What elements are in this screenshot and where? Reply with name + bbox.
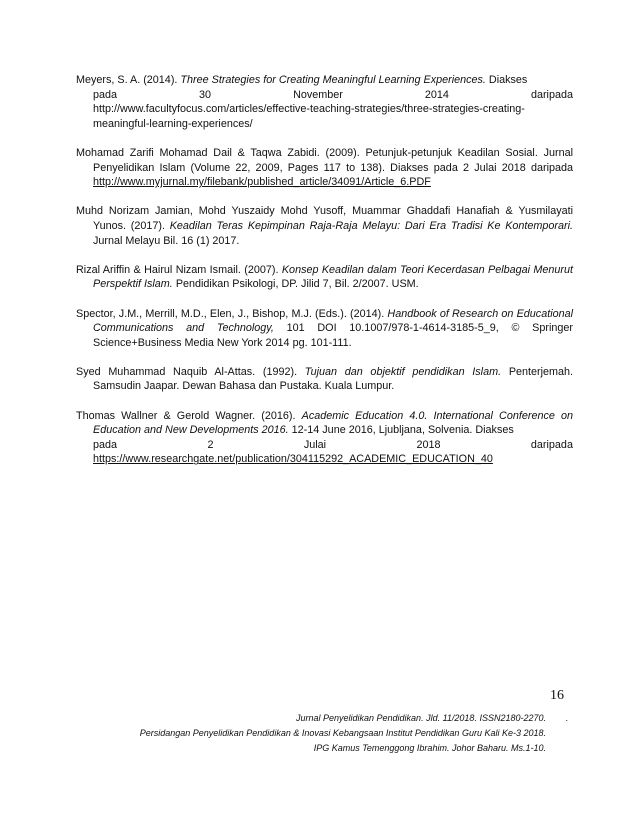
word: pada [93,438,118,451]
reference-text: Mohamad Zarifi Mohamad Dail & Taqwa Zabidi. (2009). Petunjuk-petunjuk Keadilan Sosial. Jurnal Penyelidikan Islam (Volume 22, 2009, Pages 117 to 138). Diakses pada 2 Julai 2018 daripada [76,146,573,174]
word: November [293,88,343,101]
reference-authors: Meyers, S. A. (2014). [76,74,178,86]
reference-details: Jurnal Melayu Bil. 16 (1) 2017. [93,234,240,247]
footer-dot: . [565,713,568,723]
footer-venue-line: IPG Kamus Temenggong Ibrahim. Johor Baharu. Ms.1-10. [313,743,546,753]
word: 2 [207,438,214,451]
reference-list [76,73,573,482]
reference-title: Keadilan Teras Kepimpinan Raja-Raja Melayu: Dari Era Tradisi Ke Kontemporari. [169,219,574,232]
reference-date-line [93,88,573,103]
word: Julai [303,438,327,451]
reference-details: 12-14 June 2016, Ljubljana, Solvenia. Diakses [291,424,514,437]
reference-title: Three Strategies for Creating Meaningful Learning Experiences. [180,74,486,86]
reference-details: Pendidikan Psikologi, DP. Jilid 7, Bil. 2/2007. USM. [175,278,419,291]
reference-date-line [93,438,573,453]
footer [76,711,568,756]
reference-title: Academic Education 4.0. International Conference on Education and New Developments 2016. [93,409,573,437]
reference-link[interactable]: https://www.researchgate.net/publication/304115292_ACADEMIC_EDUCATION_40 [93,453,493,466]
reference-authors: Thomas Wallner & Gerold Wagner. (2016). [76,409,296,422]
reference-item [76,365,573,394]
footer-conference-line: Persidangan Penyelidikan Pendidikan & Inovasi Kebangsaan Institut Pendidikan Guru Kali Ke-3 2018. [139,728,546,738]
reference-url: http://www.facultyfocus.com/articles/effective-teaching-strategies/three-strategies-creating- [93,103,525,116]
word: daripada [530,88,573,101]
reference-item [76,263,573,292]
reference-link[interactable]: http://www.myjurnal.my/filebank/published_article/34091/Article_6.PDF [93,176,431,189]
footer-journal-line: Jurnal Penyelidikan Pendidikan. Jld. 11/2018. ISSN2180-2270. [295,713,546,723]
reference-title: Tujuan dan objektif pendidikan Islam. [304,365,502,378]
reference-item [76,307,573,351]
reference-title: Handbook of Research on Educational Communications and Technology, [93,307,574,335]
reference-item [76,409,573,467]
reference-url-continued: meaningful-learning-experiences/ [93,117,253,130]
word: pada [93,88,118,101]
reference-authors: Muhd Norizam Jamian, Mohd Yuszaidy Mohd Yusoff, Muammar Ghaddafi Hanafiah & Yusmilayati Yunos. (2017). [76,205,573,232]
reference-item [76,204,573,248]
reference-item [76,146,573,190]
reference-authors: Rizal Ariffin & Hairul Nizam Ismail. (2007). [76,263,279,276]
word: daripada [530,438,573,451]
reference-details: Diakses [488,74,528,86]
word: 2018 [416,438,441,451]
reference-details: Penterjemah. Samsudin Jaapar. Dewan Bahasa dan Pustaka. Kuala Lumpur. [93,365,574,393]
reference-authors: Syed Muhammad Naquib Al-Attas. (1992). [76,365,298,378]
word: 2014 [424,88,449,101]
reference-authors: Spector, J.M., Merrill, M.D., Elen, J., Bishop, M.J. (Eds.). (2014). [76,307,385,320]
page-number: 16 [550,688,564,703]
word: 30 [199,88,212,101]
reference-title: Konsep Keadilan dalam Teori Kecerdasan Pelbagai Menurut Perspektif Islam. [93,263,574,291]
reference-item [76,73,573,131]
reference-details: 101 DOI 10.1007/978-1-4614-3185-5_9, © Springer Science+Business Media New York 2014 pg. 101-111. [93,322,573,349]
